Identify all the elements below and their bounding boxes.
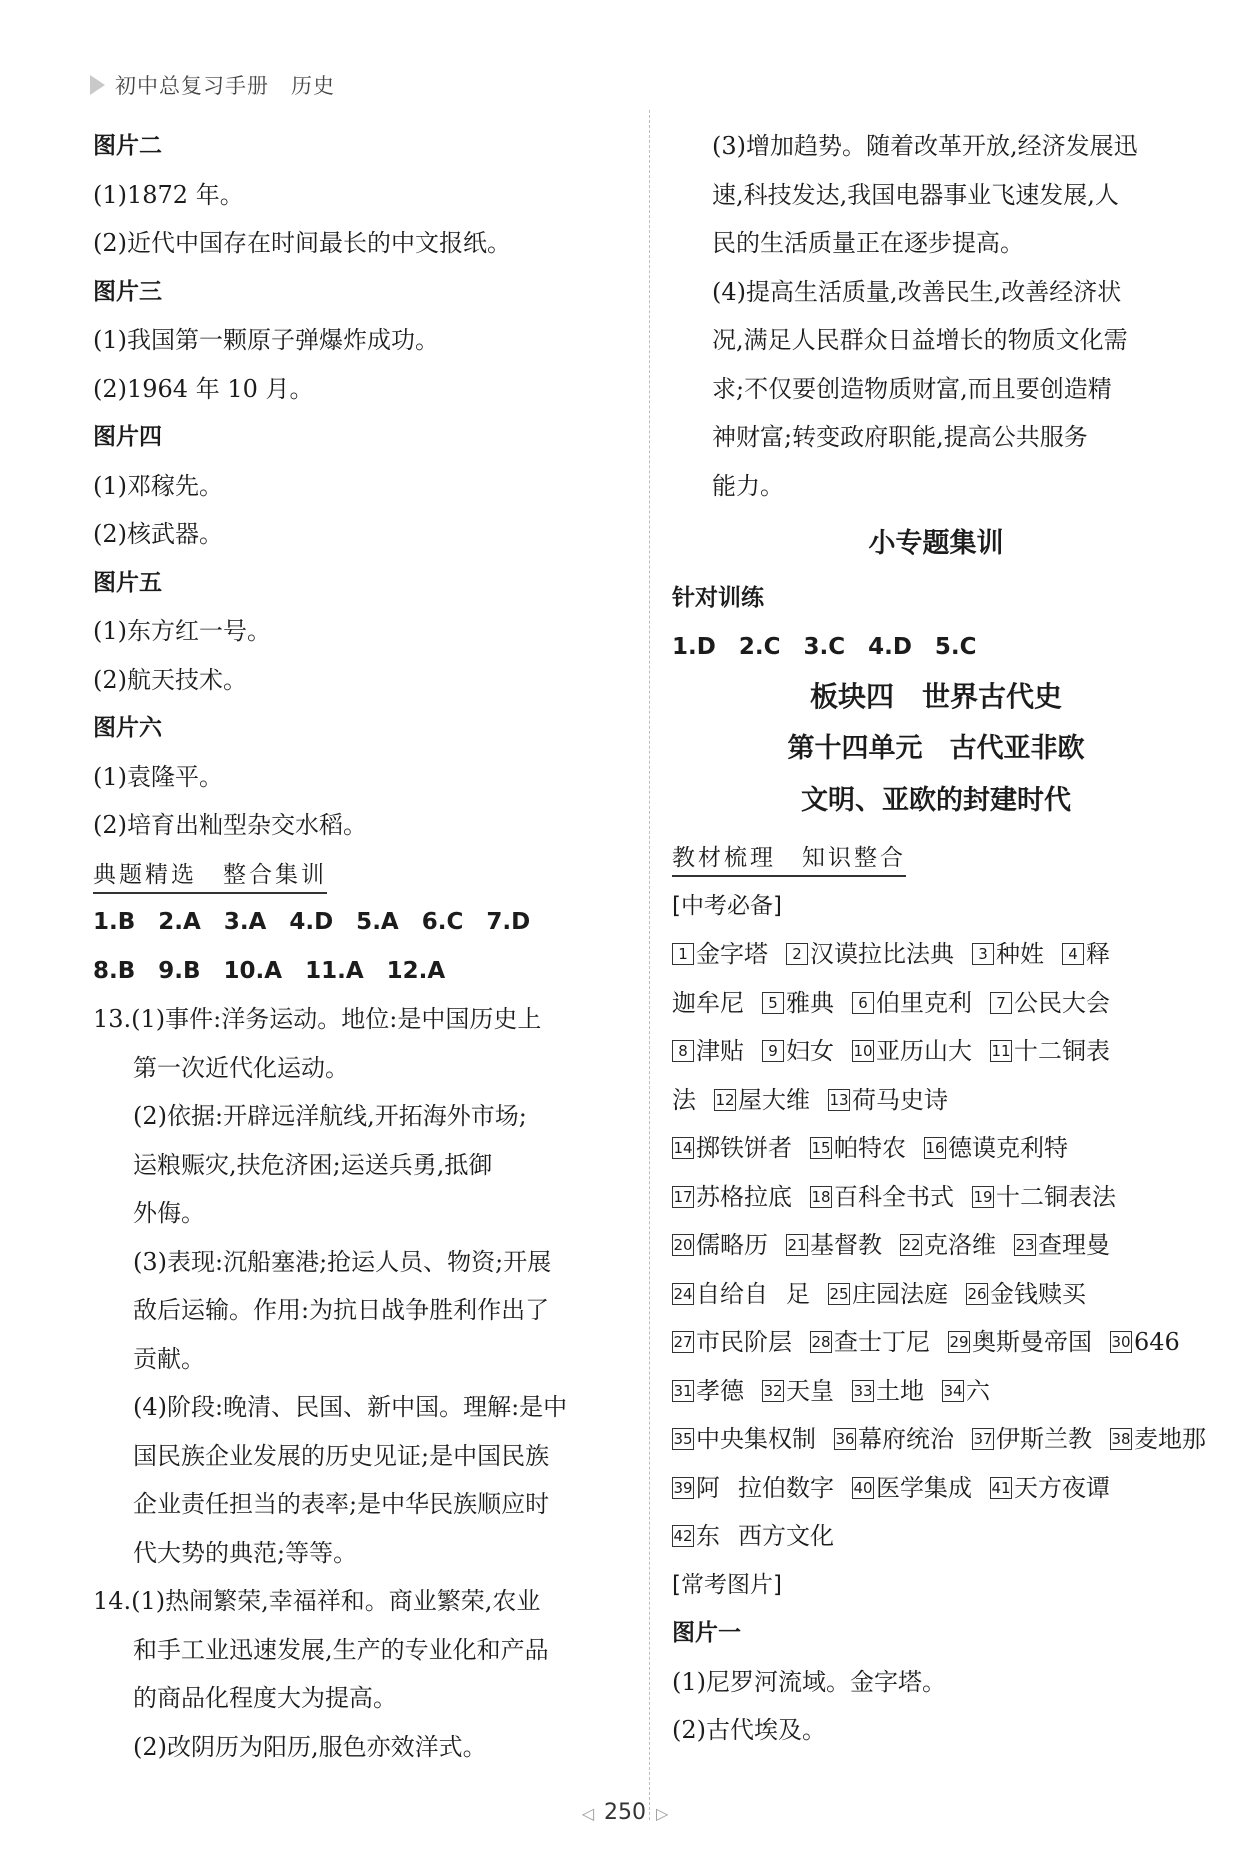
answer-list-line [672,930,1200,979]
answer-item [672,1280,768,1308]
answer-number-box: 33 [853,1381,873,1400]
answer-item [972,1183,1116,1211]
answer-item [810,1134,906,1162]
answer-number-box: 6 [852,992,874,1014]
answer-text: 基督教 [810,1231,882,1259]
question-13-line: 敌后运输。作用:为抗日战争胜利作出了 [133,1296,550,1324]
answer-line: (1)邓稼先。 [93,471,223,500]
answer-text: 足 [786,1279,810,1308]
answer-line: 况,满足人民群众日益增长的物质文化需 [712,326,1128,354]
answer-number-box: 9 [762,1040,784,1062]
answer-number-box: 40 [853,1478,873,1497]
answer-text: 迦牟尼 [672,988,744,1017]
question-14-line: (2)改阴历为阳历,服色亦效洋式。 [133,1732,487,1761]
answer-line: (2)培育出籼型杂交水稻。 [93,811,367,839]
answer-line: 神财富;转变政府职能,提高公共服务 [712,423,1088,451]
page-number-text: 250 [604,1800,646,1825]
answer-line: (2)核武器。 [93,520,223,548]
answer-number-box: 36 [835,1430,855,1448]
answer-text: 拉伯数字 [738,1473,834,1502]
answer-list-line [672,1415,1206,1464]
answer-number-box: 41 [991,1478,1011,1497]
answer-item [828,1280,948,1308]
question-14-line: 和手工业迅速发展,生产的专业化和产品 [133,1635,549,1664]
answer-text: 查士丁尼 [834,1328,930,1356]
answer-item [672,989,744,1017]
answer-key-line: 8.B 9.B 10.A 11.A 12.A [93,957,446,984]
block-heading: 板块四 世界古代史 [809,680,1062,713]
answer-number-box: 22 [901,1236,921,1254]
question-13-line: 企业责任担当的表率;是中华民族顺应时 [133,1490,550,1518]
answer-item [966,1280,1086,1308]
question-13-line: 国民族企业发展的历史见证;是中国民族 [133,1441,550,1470]
answer-item [738,1522,834,1550]
answer-number-box: 17 [673,1187,693,1206]
answer-text: 市民阶层 [696,1328,792,1356]
answer-text: 公民大会 [1014,988,1110,1017]
answer-item [852,1474,972,1502]
answer-text: 西方文化 [738,1522,834,1550]
answer-number-box: 14 [673,1139,693,1157]
answer-item [852,1037,972,1065]
question-13-line: 代大势的典范;等等。 [133,1538,358,1567]
right-triangle-icon: ▷ [656,1804,669,1823]
answer-item [852,1377,924,1405]
answer-line: (2)近代中国存在时间最长的中文报纸。 [93,229,511,257]
answer-text: 伊斯兰教 [996,1425,1092,1453]
answer-item [672,1328,792,1356]
answer-text: 种姓 [996,940,1044,968]
answer-text: 屋大维 [738,1085,810,1114]
answer-number-box: 42 [673,1527,693,1545]
answer-text: 亚历山大 [876,1037,972,1065]
answer-number-box: 8 [672,1040,694,1062]
answer-number-box: 4 [1062,943,1084,965]
answer-line: 民的生活质量正在逐步提高。 [712,229,1024,257]
answer-number-box: 11 [991,1042,1011,1060]
answer-number-box: 1 [672,943,694,965]
section-heading: 典题精选 整合集训 [93,858,327,894]
picture-1-heading: 图片一 [672,1620,741,1646]
answer-list-line [672,1076,1200,1125]
answer-item [672,1474,720,1502]
answer-item [990,1474,1110,1502]
answer-text: 荷马史诗 [852,1085,948,1114]
training-heading: 针对训练 [672,585,764,611]
answer-item [672,1134,792,1162]
answer-number-box: 38 [1111,1430,1131,1448]
picture-3-heading: 图片三 [93,278,162,305]
answer-text: 伯里克利 [876,988,972,1017]
answer-text: 苏格拉底 [696,1182,792,1211]
answer-text: 六 [966,1376,990,1405]
answer-line: (1)东方红一号。 [93,617,271,645]
answer-text: 查理曼 [1038,1231,1110,1259]
answer-item [672,1231,768,1259]
answer-item [1110,1328,1180,1356]
answer-text: 汉谟拉比法典 [810,940,954,968]
answer-text: 掷铁饼者 [696,1134,792,1162]
answer-number-box: 2 [786,943,808,965]
answer-list-line [672,1027,1200,1076]
answer-number-box: 27 [673,1333,693,1351]
answer-item [1014,1231,1110,1259]
answer-number-box: 16 [925,1139,945,1157]
answer-number-box: 25 [829,1284,849,1303]
answer-text: 妇女 [786,1037,834,1065]
answer-item [762,989,834,1017]
answer-number-box: 26 [967,1284,987,1303]
answer-text: 天方夜谭 [1014,1473,1110,1502]
right-column [672,122,1206,1755]
answer-number-box: 5 [762,992,784,1014]
answer-text: 幕府统治 [858,1425,954,1453]
answer-text: 雅典 [786,988,834,1017]
answer-item [810,1328,930,1356]
answer-item [852,989,972,1017]
answer-number-box: 21 [787,1236,807,1254]
answer-item [810,1183,954,1211]
answer-number-box: 30 [1111,1333,1131,1351]
picture-5-heading: 图片五 [93,569,162,596]
answer-text: 奥斯曼帝国 [972,1328,1092,1356]
answer-list-line [672,1221,1200,1270]
answer-number-box: 28 [811,1333,831,1351]
answer-number-box: 15 [811,1139,831,1157]
answer-item [924,1134,1068,1162]
answer-text: 自给自 [696,1279,768,1308]
answer-item [762,1377,834,1405]
answer-text: 医学集成 [876,1473,972,1502]
answer-line: (2)古代埃及。 [672,1716,826,1744]
book-title: 初中总复习手册 历史 [115,74,335,98]
answer-item [672,1377,744,1405]
answer-line: (1)袁隆平。 [93,762,223,791]
answer-text: 法 [672,1085,696,1114]
answer-line: 求;不仅要创造物质财富,而且要创造精 [712,374,1112,403]
answer-text: 土地 [876,1376,924,1405]
answer-text: 646 [1134,1328,1180,1356]
answer-number-box: 7 [990,992,1012,1014]
answer-number-box: 13 [829,1090,849,1109]
answer-list-line [672,1124,1200,1173]
answer-text: 十二铜表 [1014,1037,1110,1065]
answer-item [942,1377,990,1405]
answer-number-box: 10 [853,1042,873,1060]
answer-text: 金字塔 [696,940,768,968]
answer-line: (3)增加趋势。随着改革开放,经济发展迅 [712,132,1138,160]
answer-item [828,1086,948,1114]
answer-item [672,1086,696,1114]
answer-text: 孝德 [696,1376,744,1405]
picture-2-heading: 图片二 [93,133,162,159]
answer-item [786,940,954,968]
answer-line: (4)提高生活质量,改善民生,改善经济状 [712,277,1122,306]
left-triangle-icon: ◁ [581,1804,594,1823]
answer-item [990,1037,1110,1065]
topic-heading: 小专题集训 [868,528,1004,559]
answer-text: 天皇 [786,1376,834,1405]
answer-list-line [672,1367,1200,1416]
training-answers: 1.D 2.C 3.C 4.D 5.C [672,633,977,660]
left-column [93,122,621,1771]
answer-text: 儒略历 [696,1231,768,1259]
exam-essentials-heading: [中考必备] [672,892,782,919]
fill-in-answer-list [672,930,1206,1561]
answer-item [762,1037,834,1065]
answer-number-box: 23 [1015,1236,1035,1254]
answer-item [672,1183,792,1211]
answer-line: (2)航天技术。 [93,665,247,694]
answer-item [948,1328,1092,1356]
common-pictures-heading: [常考图片] [672,1571,782,1598]
answer-text: 金钱赎买 [990,1279,1086,1308]
answer-text: 庄园法庭 [852,1279,948,1308]
answer-item [834,1425,954,1453]
answer-item [738,1474,834,1502]
question-14-line: 14.(1)热闹繁荣,幸福祥和。商业繁荣,农业 [93,1587,541,1615]
answer-item [786,1280,810,1308]
material-heading: 教材梳理 知识整合 [672,841,906,877]
running-header [90,70,335,100]
question-13-line: (2)依据:开辟远洋航线,开拓海外市场; [133,1102,527,1130]
answer-number-box: 24 [673,1284,693,1303]
answer-line: (1)尼罗河流域。金字塔。 [672,1667,946,1696]
answer-item [1062,940,1110,968]
unit-heading: 文明、亚欧的封建时代 [801,785,1071,816]
answer-line: (2)1964 年 10 月。 [93,374,314,403]
unit-heading: 第十四单元 古代亚非欧 [787,733,1085,764]
picture-6-heading: 图片六 [93,715,162,741]
answer-key-line: 1.B 2.A 3.A 4.D 5.A 6.C 7.D [93,909,531,935]
answer-list-line [672,1173,1200,1222]
answer-number-box: 20 [673,1236,693,1254]
answer-number-box: 12 [715,1090,735,1109]
answer-item [990,989,1110,1017]
page-number [0,1800,1250,1825]
answer-item [786,1231,882,1259]
answer-number-box: 35 [673,1430,693,1448]
question-13-line: (3)表现:沉船塞港;抢运人员、物资;开展 [133,1247,552,1276]
answer-text: 帕特农 [834,1134,906,1162]
answer-text: 麦地那 [1134,1425,1206,1453]
answer-line: 能力。 [712,471,784,500]
answer-number-box: 19 [973,1187,993,1206]
question-13-line: 运粮赈灾,扶危济困;运送兵勇,抵御 [133,1150,493,1179]
answer-item [672,1522,720,1550]
answer-list-line [672,1512,1200,1561]
answer-text: 中央集权制 [696,1425,816,1453]
answer-number-box: 18 [811,1187,831,1206]
answer-text: 阿 [696,1473,720,1502]
answer-text: 释 [1086,940,1110,968]
answer-number-box: 3 [972,943,994,965]
answer-number-box: 34 [943,1381,963,1400]
answer-item [672,1425,816,1453]
answer-line: (1)我国第一颗原子弹爆炸成功。 [93,326,439,354]
answer-text: 克洛维 [924,1231,996,1259]
answer-number-box: 39 [673,1478,693,1497]
answer-list-line [672,979,1200,1028]
column-divider [649,110,650,1820]
answer-text: 东 [696,1522,720,1550]
answer-item [714,1086,810,1114]
question-13-line: 外侮。 [133,1199,205,1227]
answer-list-line [672,1270,1200,1319]
answer-item [672,1037,744,1065]
question-13-line: (4)阶段:晚清、民国、新中国。理解:是中 [133,1393,568,1421]
answer-text: 德谟克利特 [948,1134,1068,1162]
question-14-line: 的商品化程度大为提高。 [133,1684,397,1712]
answer-text: 津贴 [696,1037,744,1065]
answer-line: 速,科技发达,我国电器事业飞速发展,人 [712,180,1119,209]
question-13-line: 13.(1)事件:洋务运动。地位:是中国历史上 [93,1005,542,1033]
answer-list-line [672,1464,1200,1513]
answer-number-box: 32 [763,1381,783,1400]
question-13-line: 第一次近代化运动。 [133,1053,349,1082]
answer-number-box: 29 [949,1333,969,1351]
answer-number-box: 37 [973,1430,993,1448]
question-13-line: 贡献。 [133,1344,205,1373]
picture-4-heading: 图片四 [93,424,162,450]
header-arrow-icon [90,75,105,95]
answer-item [1110,1425,1206,1453]
answer-item [900,1231,996,1259]
answer-item [972,1425,1092,1453]
answer-line: (1)1872 年。 [93,180,244,209]
answer-text: 百科全书式 [834,1182,954,1211]
answer-item [672,940,768,968]
answer-list-line [672,1318,1200,1367]
answer-text: 十二铜表法 [996,1182,1116,1211]
answer-item [972,940,1044,968]
answer-number-box: 31 [673,1381,693,1400]
